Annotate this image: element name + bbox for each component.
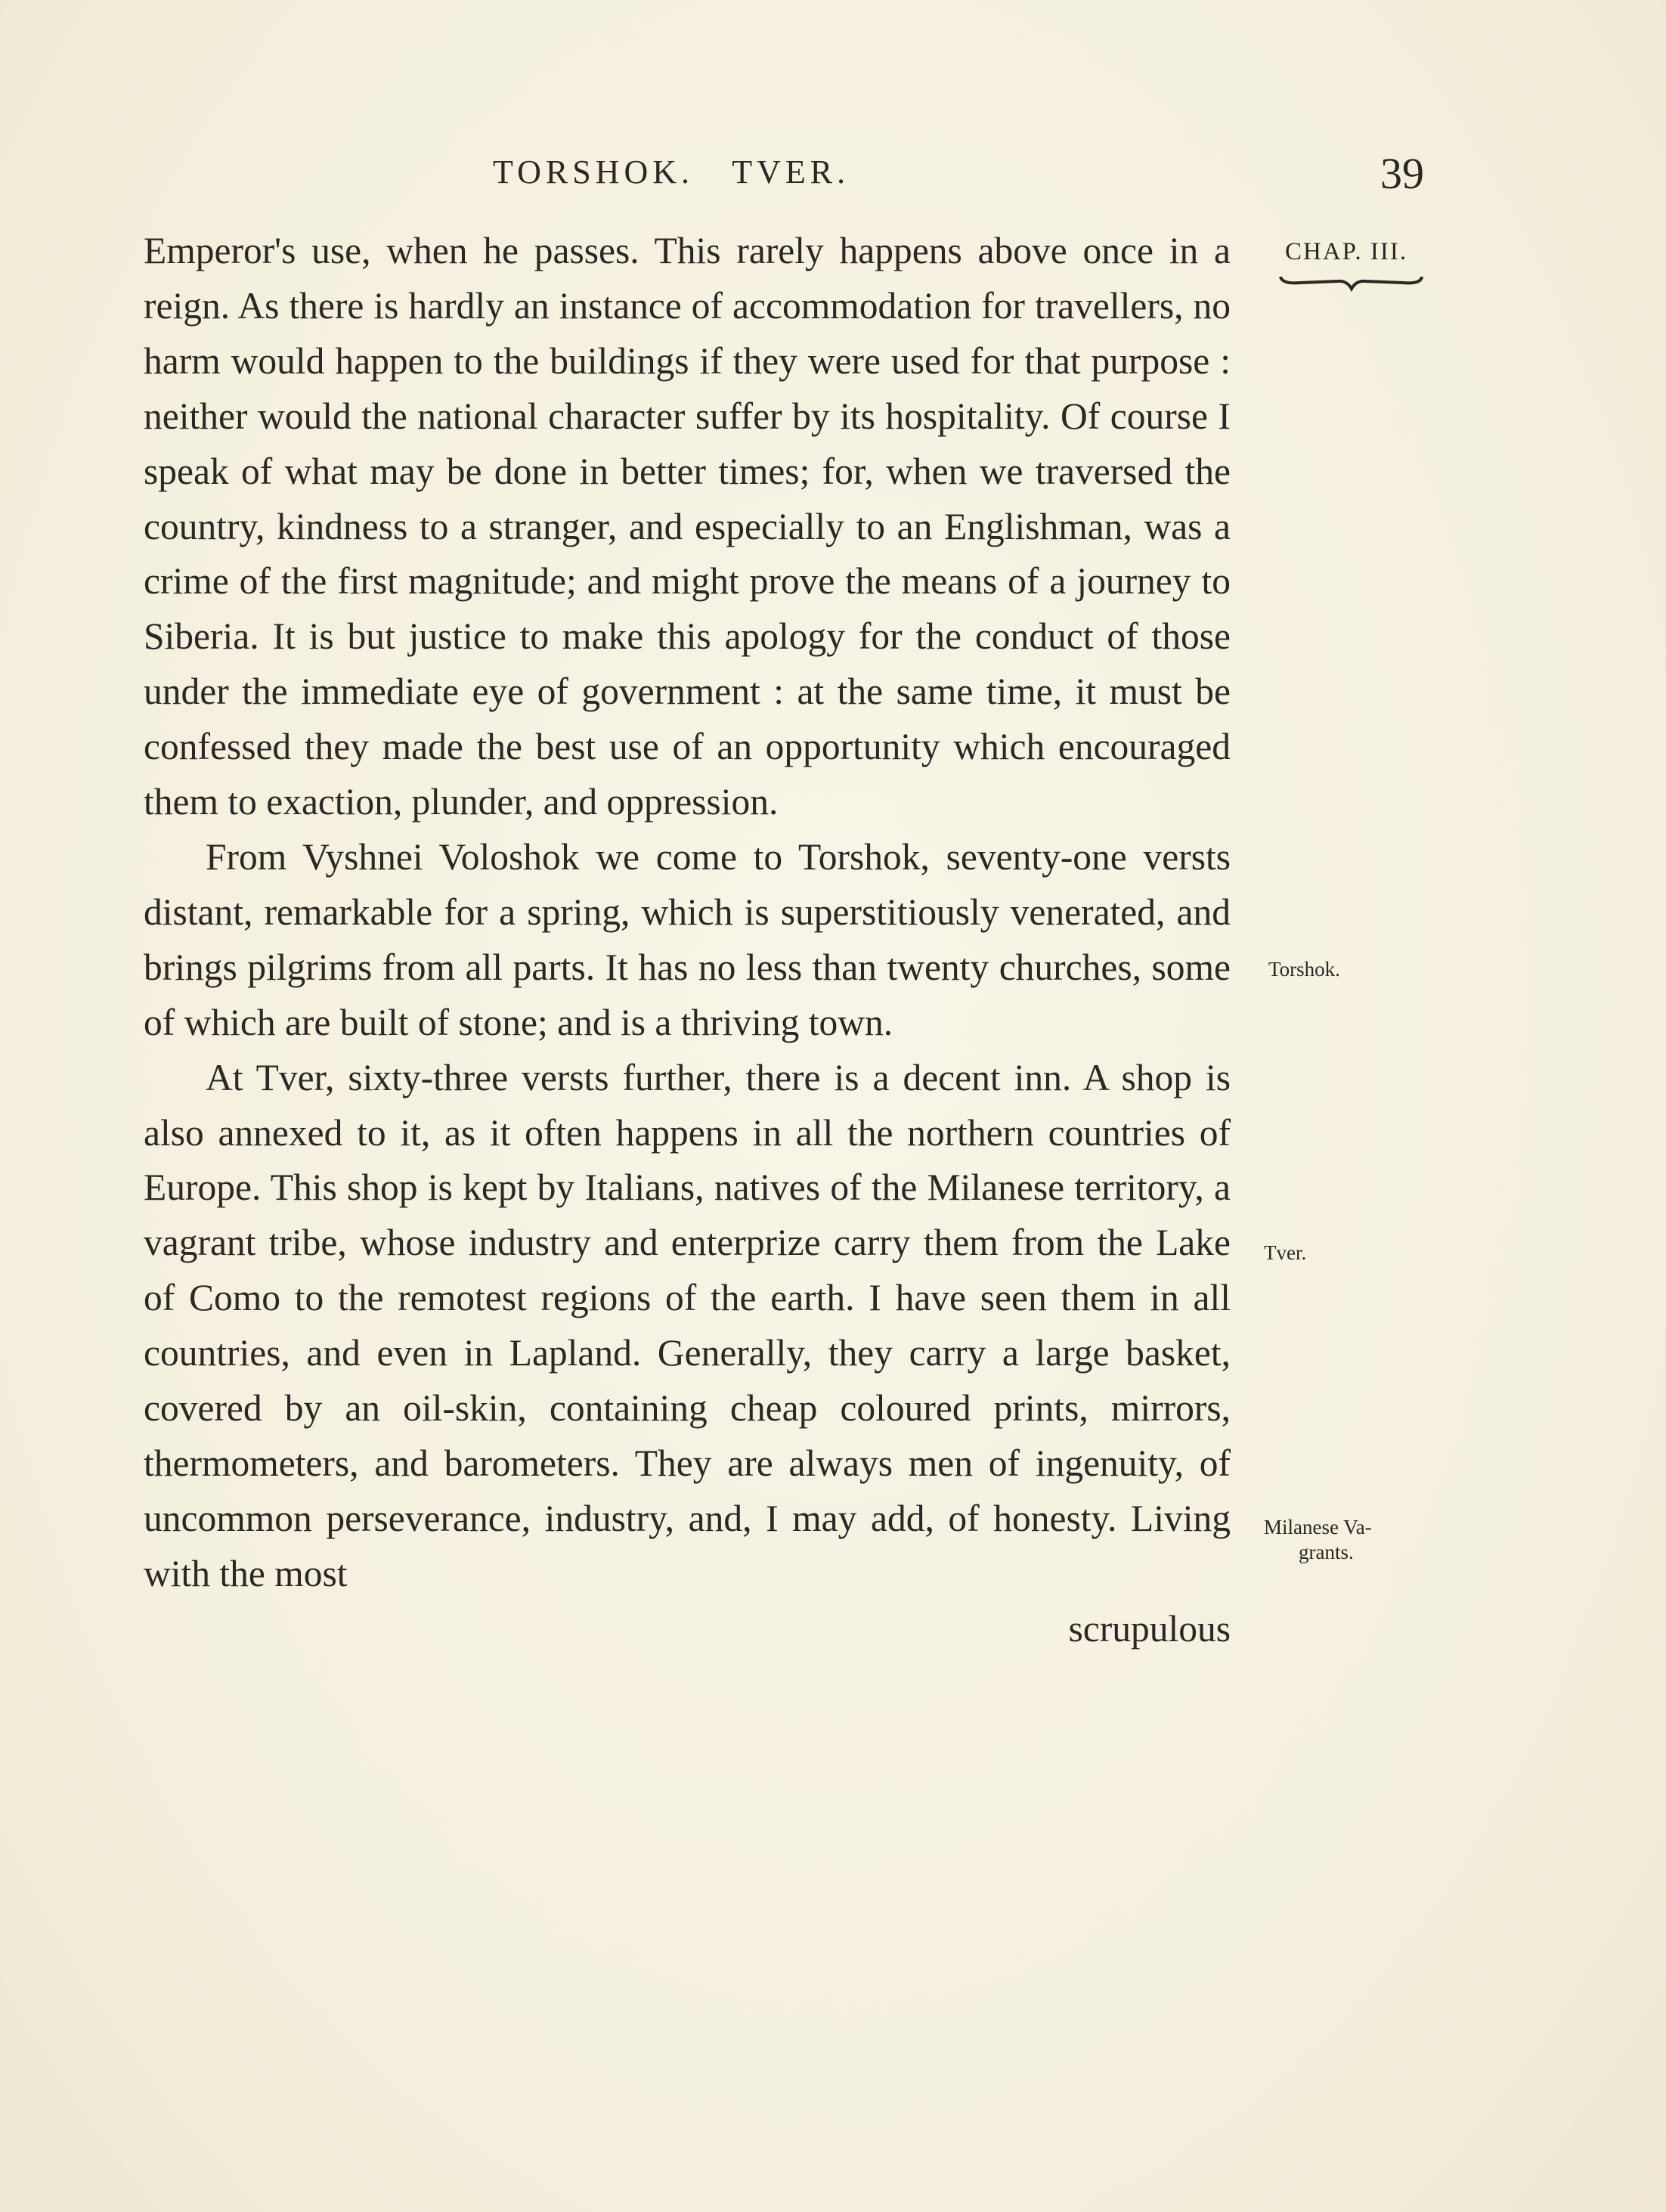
running-head-title: TORSHOK. TVER. [493,153,850,191]
margin-note-milanese-vagrants [1264,1515,1430,1565]
margin-note-milanese-line1: Milanese Va- [1264,1516,1372,1538]
chapter-label: CHAP. III. [1285,238,1408,265]
margin-note-tver: Tver. [1264,1241,1307,1264]
catchword: scrupulous [1068,1607,1231,1650]
chapter-brace-ornament [1277,274,1425,296]
paragraph-torshok: From Vyshnei Voloshok we come to Torshok, seventy-one versts distant, remarkable for a spring, which is superstitiously venerated, and brings pilgrims from all parts. It has no less than twenty churches, some of which are built of stone; and is a thriving town. [144,835,1231,1043]
margin-note-torshok: Torshok. [1268,958,1340,981]
body-text [144,224,1231,1657]
paragraph-continuation: Emperor's use, when he passes. This rarely happens above once in a reign. As there is hardly an instance of accommodation for travellers, no harm would happen to the buildings if they were used for that purpose : neither would the national character suffer by its hospitality. Of course I speak of what may be done in better times; for, when we traversed the country, kindness to a stranger, and especially to an Englishman, was a crime of the first magnitude; and might prove the means of a journey to Siberia. It is but justice to make this apology for the conduct of those under the immediate eye of government : at the same time, it must be confessed they made the best use of an opportunity which encouraged them to exaction, plunder, and oppression. [144,230,1231,823]
page-number: 39 [1380,149,1424,198]
paragraph-tver: At Tver, sixty-three versts further, there is a decent inn. A shop is also annexed to it, as it often happens in all the northern countries of Europe. This shop is kept by Italians, natives of the Milanese territory, a vagrant tribe, whose industry and enterprize carry them from the Lake of Como to the remotest regions of the earth. I have seen them in all countries, and even in Lapland. Generally, they carry a large basket, covered by an oil-skin, containing cheap coloured prints, mirrors, thermometers, and barometers. They are always men of ingenuity, of uncommon perseverance, industry, and, I may add, of honesty. Living with the most [144,1056,1231,1594]
margin-note-milanese-line2: grants. [1299,1541,1354,1563]
